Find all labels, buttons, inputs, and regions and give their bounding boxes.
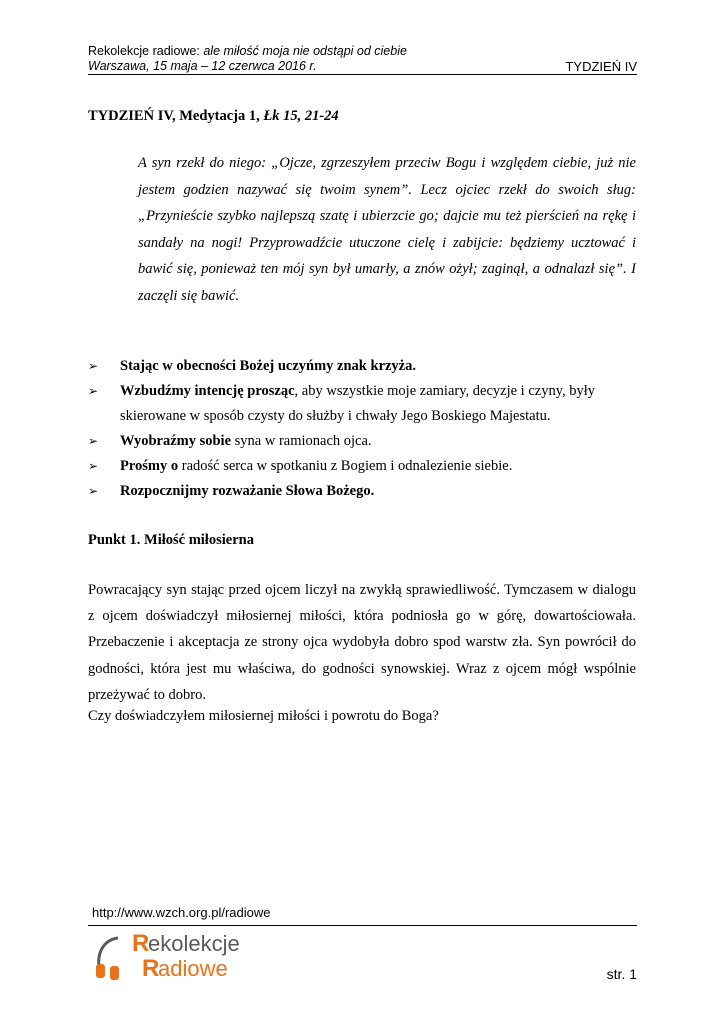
- section-heading: Punkt 1. Miłość miłosierna: [88, 532, 254, 548]
- prayer-steps-list: [88, 354, 636, 504]
- step-bold: Rozpocznijmy rozważanie Słowa Bożego.: [120, 483, 375, 499]
- logo-r2: R: [142, 955, 160, 982]
- header-rule: [88, 74, 637, 75]
- logo-r1: R: [132, 930, 150, 957]
- step-text: syna w ramionach ojca.: [231, 433, 372, 449]
- step-text: , aby wszystkie moje zamiary, decyzje i czyny, były skierowane w sposób czysty do służby i chwały Jego Boskiego Majestatu.: [120, 383, 596, 424]
- ear-cup-left: [96, 964, 105, 978]
- step-bold: Wyobraźmy sobie: [120, 433, 232, 449]
- footer-url[interactable]: http://www.wzch.org.pl/radiowe: [92, 905, 271, 920]
- ear-cup-right: [110, 966, 119, 980]
- arrow-bullet-icon: ➢: [88, 459, 99, 473]
- scripture-quote: A syn rzekł do niego: „Ojcze, zgrzeszyłem przeciw Bogu i względem ciebie, już nie jestem godzien nazywać się twoim synem”. Lecz ojciec rzekł do swoich sług: „Przynieście szybko najlepszą szatę i ubierzcie go; dajcie mu też pierścień na rękę i sandały na nogi! Przyprowadźcie utuczone cielę i zabijcie: będziemy ucztować i bawić się, ponieważ ten mój syn był umarły, a znów ożył; zaginął, a odnalazł się”. I zaczęli się bawić.: [138, 155, 636, 304]
- step-text: radość serca w spotkaniu z Bogiem i odnalezienie siebie.: [178, 458, 513, 474]
- step-bold: Prośmy o: [120, 458, 179, 474]
- logo-line-1-rest: ekolekcje: [148, 931, 240, 956]
- meditation-title: [88, 108, 339, 125]
- header-week: TYDZIEŃ IV: [565, 59, 637, 74]
- prayer-step: [88, 454, 636, 479]
- running-header: [88, 44, 637, 74]
- step-bold: Stając w obecności Bożej uczyńmy znak krzyża.: [120, 358, 416, 374]
- prayer-step: [88, 354, 636, 379]
- header-subtitle: ale miłość moja nie odstąpi od ciebie: [203, 44, 407, 58]
- title-scripture-ref: Łk 15, 21-24: [263, 108, 339, 124]
- step-bold: Wzbudźmy intencję prosząc: [120, 383, 295, 399]
- paragraph-text: Powracający syn stając przed ojcem liczył na zwykłą sprawiedliwość. Tymczasem w dialogu z ojcem doświadczył miłosiernej miłości, która podniosła go w górę, dowartościowała. Przebaczenie i akceptacja ze strony ojca wydobyła dobro spod warstw zła. Syn powrócił do godności, która jest mu właściwa, do godności synowskiej. Wraz z ojcem mógł wspólnie przeżywać to dobro.: [88, 582, 636, 703]
- arrow-bullet-icon: ➢: [88, 384, 99, 398]
- header-prefix: Rekolekcje radiowe:: [88, 44, 204, 58]
- prayer-step: [88, 379, 636, 429]
- reflection-question: Czy doświadczyłem miłosiernej miłości i powrotu do Boga?: [88, 708, 439, 724]
- header-date-place: Warszawa, 15 maja – 12 czerwca 2016 r.: [88, 59, 317, 73]
- title-main: TYDZIEŃ IV, Medytacja 1,: [88, 108, 264, 124]
- prayer-step: [88, 429, 636, 454]
- body-paragraph: [88, 577, 636, 708]
- arrow-bullet-icon: ➢: [88, 484, 99, 498]
- header-line-1: [88, 44, 637, 59]
- prayer-step: [88, 479, 636, 504]
- arrow-bullet-icon: ➢: [88, 359, 99, 373]
- page-number: str. 1: [606, 966, 637, 982]
- rekolekcje-radiowe-logo: [92, 926, 292, 982]
- arrow-bullet-icon: ➢: [88, 434, 99, 448]
- logo-line-2-rest: adiowe: [158, 956, 228, 981]
